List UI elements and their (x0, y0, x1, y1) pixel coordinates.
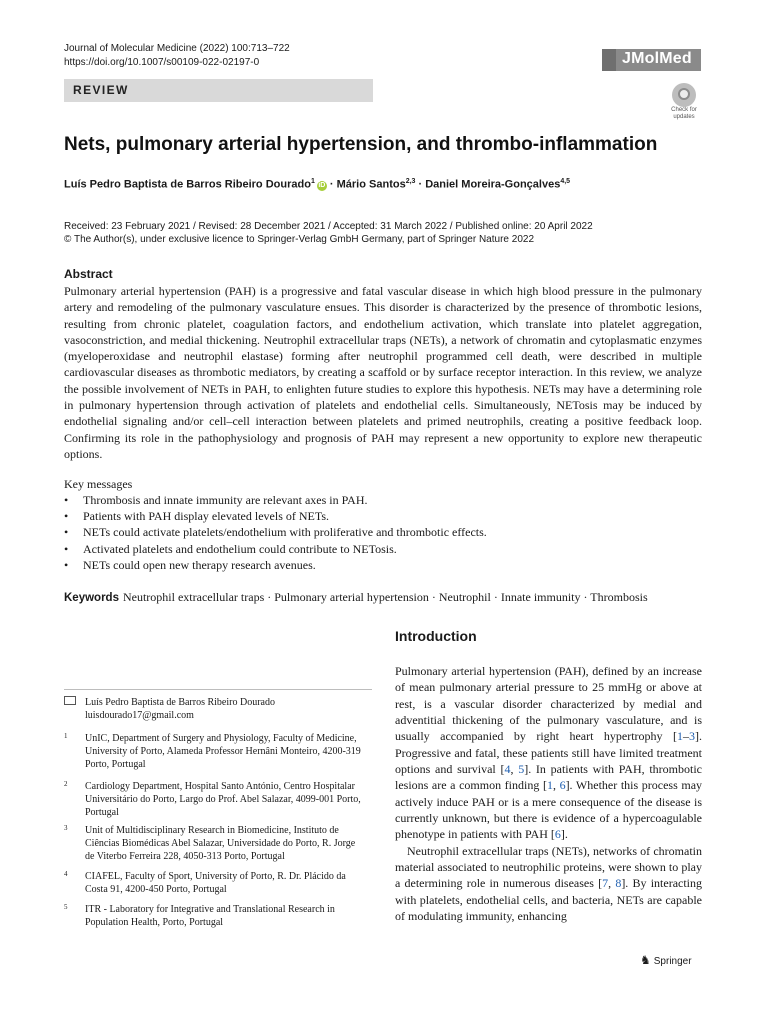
keywords-label: Keywords (64, 592, 119, 604)
intro-text-run: , (608, 876, 616, 891)
orcid-icon[interactable]: iD (318, 181, 326, 189)
citation-link[interactable]: 7 (602, 876, 609, 891)
brand-bar (602, 49, 616, 71)
intro-text-run: , (552, 778, 560, 793)
affiliation-item (64, 732, 364, 771)
affiliation-text: CIAFEL, Faculty of Sport, University of Porto, R. Dr. Plácido da Costa 91, 4200-450 Porto, Portugal (85, 871, 346, 895)
section-band (64, 79, 373, 102)
section-label: REVIEW (73, 83, 129, 97)
abstract-heading: Abstract (64, 267, 113, 281)
introduction-body (395, 663, 702, 925)
publisher-logo (640, 953, 692, 967)
author-separator: · (326, 178, 337, 191)
publication-dates: Received: 23 February 2021 / Revised: 28 December 2021 / Accepted: 31 March 2022 / Published online: 20 April 2022 (64, 221, 593, 232)
citation-link[interactable]: 8 (615, 876, 622, 891)
affiliation-number: 4 (64, 870, 68, 878)
affiliation-text: UnIC, Department of Surgery and Physiology, Faculty of Medicine, University of Porto, Alameda Professor Hernâni Monteiro, 4200-319 Porto, Portugal (85, 733, 361, 770)
intro-paragraph-2 (395, 843, 702, 925)
corresponding-email[interactable]: luisdourado17@gmail.com (85, 710, 194, 721)
article-title: Nets, pulmonary arterial hypertension, and thrombo-inflammation (64, 134, 658, 155)
abstract-text: Pulmonary arterial hypertension (PAH) is a progressive and fatal vascular disease in which high blood pressure in the pulmonary artery and remodeling of the pulmonary vasculature ensues. This disorder is characterized by the presence of thrombotic lesions, resulting from chronic platelet, coagulation factors, and endothelium activation, which translate into platelet aggregation, vasoconstriction, and medial thickening. Neutrophil extracellular traps (NETs), a network of chromatin and cytoplasmatic enzymes (myeloperoxidase and neutrophil elastase) forming after neutrophil programmed cell death, were described in multiple cardiovascular diseases as thrombotic mediators, by creating a scaffold or by surface receptor interaction. In this review, we analyze the possible involvement of NETs in PAH, to enlighten future studies to explore this hypothesis. NETs may have a determining role in pulmonary hypertension through activation of platelets and endothelial cells. Simultaneously, NETosis may be induced by endothelial signaling and/or cell–cell interaction between platelets and primed neutrophils, creating a positive feedback loop. Confirming its role in the pathophysiology and prognosis of PAH may represent a new opportunity to explore new therapeutic options. (64, 284, 702, 461)
intro-text-run: ]. Progressive and fatal, these patients still have limited treatment options and survival [ (395, 729, 702, 777)
affiliation-item (64, 870, 364, 896)
affiliation-text: Unit of Multidisciplinary Research in Biomedicine, Instituto de Ciências Biomédicas Abel Salazar, Universidade do Porto, R. Jorge de Viterbo Ferreira 228, 4050-313 Porto, Portugal (85, 825, 356, 862)
copyright-notice: © The Author(s), under exclusive licence to Springer-Verlag GmbH Germany, part of Springer Nature 2022 (64, 234, 534, 245)
affiliation-text: Cardiology Department, Hospital Santo António, Centro Hospitalar Universitário do Porto, Largo do Prof. Abel Salazar, 4099-001 Porto, Portugal (85, 781, 361, 818)
corresponding-name: Luís Pedro Baptista de Barros Ribeiro Dourado (85, 697, 275, 708)
affiliation-number: 3 (64, 824, 68, 832)
citation-link[interactable]: 1 (677, 729, 683, 744)
keywords-line (64, 590, 724, 605)
author-separator: · (415, 178, 426, 191)
intro-text-run: – (683, 729, 689, 744)
springer-horse-icon: ♞ (640, 953, 651, 967)
author-list (64, 178, 570, 191)
key-message-item: • Activated platelets and endothelium could contribute to NETosis. (64, 541, 702, 557)
key-message-item: • Thrombosis and innate immunity are relevant axes in PAH. (64, 492, 702, 508)
brand-text: JMolMed (622, 50, 692, 67)
citation-link[interactable]: 1 (546, 778, 553, 793)
intro-text-run: ]. By interacting with platelets, endothelial cells, and bacteria, NETs are capable of modulating immunity, enhancing (395, 876, 703, 924)
article-history (64, 220, 704, 246)
journal-header (64, 42, 290, 70)
affiliation-item (64, 780, 364, 819)
affiliation-item (64, 903, 364, 929)
affiliation-text: ITR - Laboratory for Integrative and Translational Research in Population Health, Porto, Portugal (85, 904, 335, 928)
doi-link[interactable]: https://doi.org/10.1007/s00109-022-02197-0 (64, 57, 260, 68)
citation-link[interactable]: 5 (518, 762, 525, 777)
key-message-item: • NETs could activate platelets/endothelium with proliferative and thrombotic effects. (64, 524, 702, 540)
intro-text-run: Neutrophil extracellular traps (NETs), networks of chromatin material associated to neutrophilic proteins, were shown to play a determining role in numerous diseases [ (395, 843, 702, 891)
key-messages-heading: Key messages (64, 477, 133, 491)
check-for-updates-badge[interactable] (664, 83, 704, 123)
intro-text-run: , (510, 762, 519, 777)
author-name[interactable]: Luís Pedro Baptista de Barros Ribeiro Dourado (64, 178, 311, 191)
footnote-divider (64, 689, 372, 690)
affiliation-number: 5 (64, 903, 68, 911)
corresponding-author (64, 696, 275, 722)
citation-link[interactable]: 6 (559, 778, 566, 793)
author-affiliation-sup: 4,5 (560, 178, 571, 185)
publisher-name: Springer (653, 956, 692, 967)
affiliation-item (64, 824, 364, 863)
check-updates-icon (672, 83, 696, 107)
journal-brand-logo (602, 49, 701, 71)
key-message-item: • Patients with PAH display elevated levels of NETs. (64, 508, 702, 524)
key-message-item: • NETs could open new therapy research avenues. (64, 557, 702, 573)
intro-text-run: Pulmonary arterial hypertension (PAH), defined by an increase of mean pulmonary arterial pressure to 25 mmHg or above at rest, is a vascular disorder characterized by medial and adventitial thickening of the pulmonary vasculature, and is usually accompanied by right heart hypertrophy [ (395, 664, 702, 744)
author-affiliation-sup: 2,3 (405, 178, 416, 185)
intro-paragraph-1 (395, 663, 702, 843)
intro-text-run: ]. (560, 827, 568, 842)
author-name[interactable]: Daniel Moreira-Gonçalves (425, 178, 561, 191)
introduction-heading: Introduction (395, 628, 477, 644)
affiliation-number: 1 (64, 732, 68, 740)
citation-link[interactable]: 4 (504, 762, 511, 777)
journal-citation: Journal of Molecular Medicine (2022) 100:713–722 (64, 43, 290, 54)
keywords-values: Neutrophil extracellular traps · Pulmonary arterial hypertension · Neutrophil · Innate immunity · Thrombosis (122, 590, 648, 604)
citation-link[interactable]: 3 (689, 729, 695, 744)
affiliation-number: 2 (64, 780, 68, 788)
intro-text-run: ]. Whether this process may actively induce PAH or is a mere consequence of the disease is currently unknown, but there is evidence of a hypercoagulable phenotype in patients with PAH [ (395, 778, 703, 842)
citation-link[interactable]: 6 (554, 827, 561, 842)
author-affiliation-sup: 1 (310, 178, 315, 185)
author-name[interactable]: Mário Santos (336, 178, 406, 191)
intro-text-run: ]. In patients with PAH, thrombotic lesions are a common finding [ (395, 762, 703, 793)
key-messages-list (64, 492, 702, 573)
envelope-icon (64, 696, 76, 705)
check-updates-label: Check for updates (671, 107, 697, 120)
